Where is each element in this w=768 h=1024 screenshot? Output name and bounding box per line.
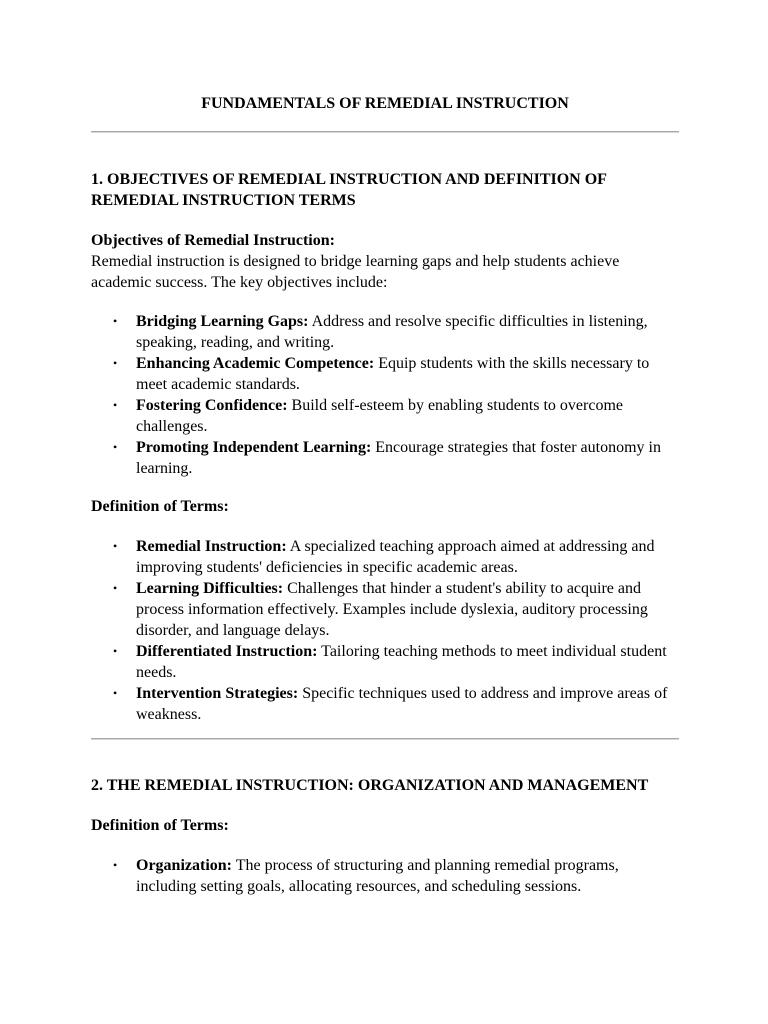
objectives-heading: Objectives of Remedial Instruction:	[91, 232, 335, 249]
list-item	[91, 683, 679, 725]
list-item-term: Bridging Learning Gaps:	[136, 313, 309, 330]
list-item	[91, 311, 679, 353]
list-item-text: Build self-esteem by enabling students to overcome challenges.	[136, 397, 624, 435]
bullet-icon: •	[113, 539, 118, 553]
list-item	[91, 855, 679, 897]
list-item-term: Organization:	[136, 857, 232, 874]
section-objectives	[91, 169, 679, 725]
list-item	[91, 353, 679, 395]
document-title: FUNDAMENTALS OF REMEDIAL INSTRUCTION	[201, 95, 569, 112]
bullet-icon: •	[113, 644, 118, 658]
definitions-heading: Definition of Terms:	[91, 817, 229, 834]
list-item-term: Intervention Strategies:	[136, 685, 299, 702]
bullet-icon: •	[113, 314, 118, 328]
list-item-term: Remedial Instruction:	[136, 538, 287, 555]
objectives-intro: Remedial instruction is designed to bridge learning gaps and help students achieve academic success. The key objectives include:	[91, 253, 620, 291]
list-item	[91, 578, 679, 641]
bullet-icon: •	[113, 398, 118, 412]
list-item-text: Specific techniques used to address and improve areas of weakness.	[136, 685, 668, 723]
definitions-list	[91, 855, 679, 897]
objectives-list	[91, 311, 679, 479]
bullet-icon: •	[113, 858, 118, 872]
section-organization	[91, 775, 679, 897]
section-heading: 2. THE REMEDIAL INSTRUCTION: ORGANIZATION AND MANAGEMENT	[91, 777, 649, 794]
list-item	[91, 395, 679, 437]
list-item-text: A specialized teaching approach aimed at addressing and improving students' deficiencies in specific academic areas.	[136, 538, 655, 576]
list-item-text: The process of structuring and planning remedial programs, including setting goals, allocating resources, and scheduling sessions.	[136, 857, 619, 895]
list-item-text: Tailoring teaching methods to meet individual student needs.	[136, 643, 667, 681]
definitions-heading: Definition of Terms:	[91, 498, 229, 515]
bullet-icon: •	[113, 356, 118, 370]
list-item-term: Promoting Independent Learning:	[136, 439, 372, 456]
list-item	[91, 437, 679, 479]
list-item	[91, 641, 679, 683]
list-item-term: Learning Difficulties:	[136, 580, 284, 597]
list-item-text: Address and resolve specific difficulties in listening, speaking, reading, and writing.	[136, 313, 648, 351]
list-item	[91, 536, 679, 578]
bullet-icon: •	[113, 686, 118, 700]
bullet-icon: •	[113, 581, 118, 595]
bullet-icon: •	[113, 440, 118, 454]
list-item-term: Fostering Confidence:	[136, 397, 288, 414]
list-item-text: Challenges that hinder a student's ability to acquire and process information effectively. Examples include dyslexia, auditory processing disorder, and language delays.	[136, 580, 648, 639]
horizontal-rule	[91, 738, 679, 740]
list-item-term: Enhancing Academic Competence:	[136, 355, 375, 372]
section-heading: 1. OBJECTIVES OF REMEDIAL INSTRUCTION AND DEFINITION OF REMEDIAL INSTRUCTION TERMS	[91, 171, 607, 209]
list-item-term: Differentiated Instruction:	[136, 643, 318, 660]
definitions-list	[91, 536, 679, 725]
horizontal-rule	[91, 131, 679, 133]
list-item-text: Encourage strategies that foster autonomy in learning.	[136, 439, 661, 477]
list-item-text: Equip students with the skills necessary to meet academic standards.	[136, 355, 650, 393]
